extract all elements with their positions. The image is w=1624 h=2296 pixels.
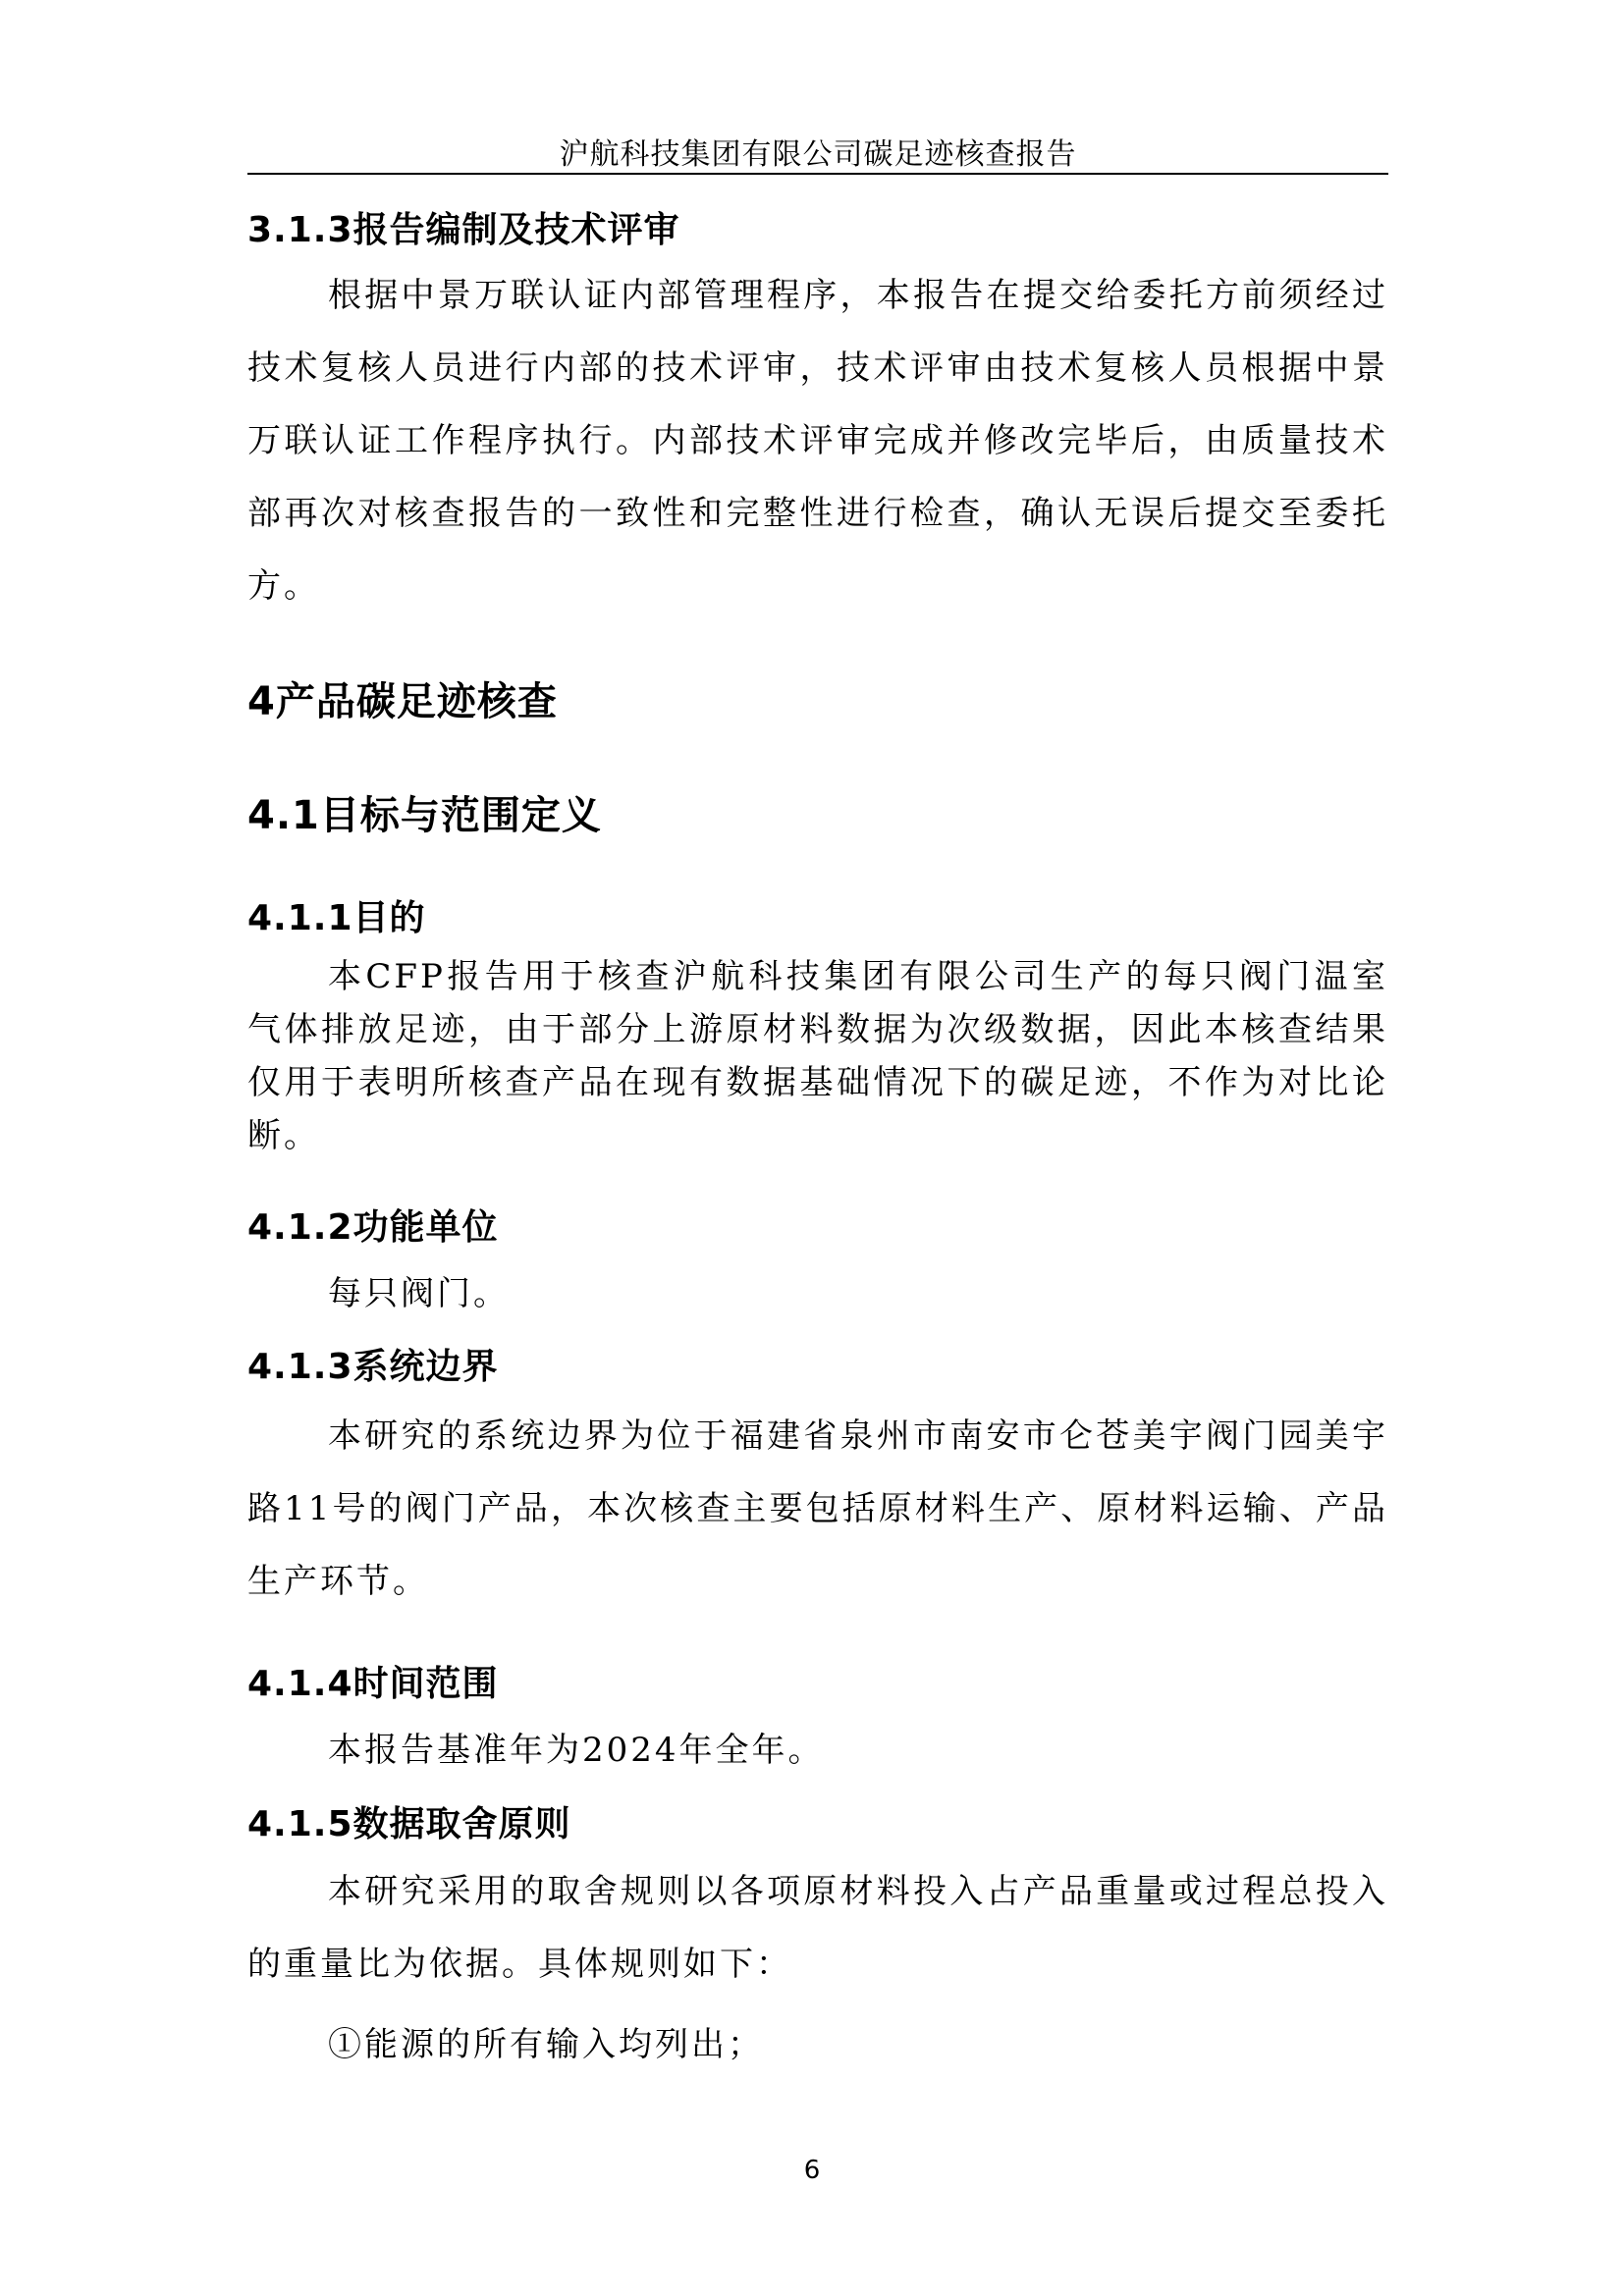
heading-4-1-4: 4.1.4时间范围 <box>247 1664 499 1704</box>
paragraph-4-1-5: 本研究采用的取舍规则以各项原材料投入占产品重量或过程总投入的重量比为依据。具体规则如下： <box>247 1872 1388 1984</box>
page-header-title: 沪航科技集团有限公司碳足迹核查报告 <box>559 137 1077 172</box>
heading-4-1-3: 4.1.3系统边界 <box>247 1347 499 1387</box>
list-item-4-1-5-1: ①能源的所有输入均列出； <box>328 2025 764 2064</box>
heading-4-1-1: 4.1.1目的 <box>247 898 426 938</box>
page-number: 6 <box>803 2156 821 2185</box>
paragraph-4-1-2: 每只阀门。 <box>328 1274 510 1313</box>
heading-4: 4产品碳足迹核查 <box>247 679 558 724</box>
paragraph-4-1-3: 本研究的系统边界为位于福建省泉州市南安市仑苍美宇阀门园美宇路11号的阀门产品，本次核查主要包括原材料生产、原材料运输、产品生产环节。 <box>247 1416 1388 1601</box>
heading-3-1-3: 3.1.3报告编制及技术评审 <box>247 210 680 250</box>
paragraph-4-1-1: 本CFP报告用于核查沪航科技集团有限公司生产的每只阀门温室气体排放足迹，由于部分上游原材料数据为次级数据，因此本核查结果仅用于表明所核查产品在现有数据基础情况下的碳足迹，不作为对比论断。 <box>247 957 1388 1155</box>
header-divider <box>247 173 1388 175</box>
paragraph-4-1-4: 本报告基准年为2024年全年。 <box>328 1731 825 1770</box>
paragraph-3-1-3: 根据中景万联认证内部管理程序，本报告在提交给委托方前须经过技术复核人员进行内部的技术评审，技术评审由技术复核人员根据中景万联认证工作程序执行。内部技术评审完成并修改完毕后，由质量技术部再次对核查报告的一致性和完整性进行检查，确认无误后提交至委托方。 <box>247 276 1388 606</box>
heading-4-1: 4.1目标与范围定义 <box>247 793 602 838</box>
heading-4-1-2: 4.1.2功能单位 <box>247 1207 499 1248</box>
heading-4-1-5: 4.1.5数据取舍原则 <box>247 1804 571 1844</box>
